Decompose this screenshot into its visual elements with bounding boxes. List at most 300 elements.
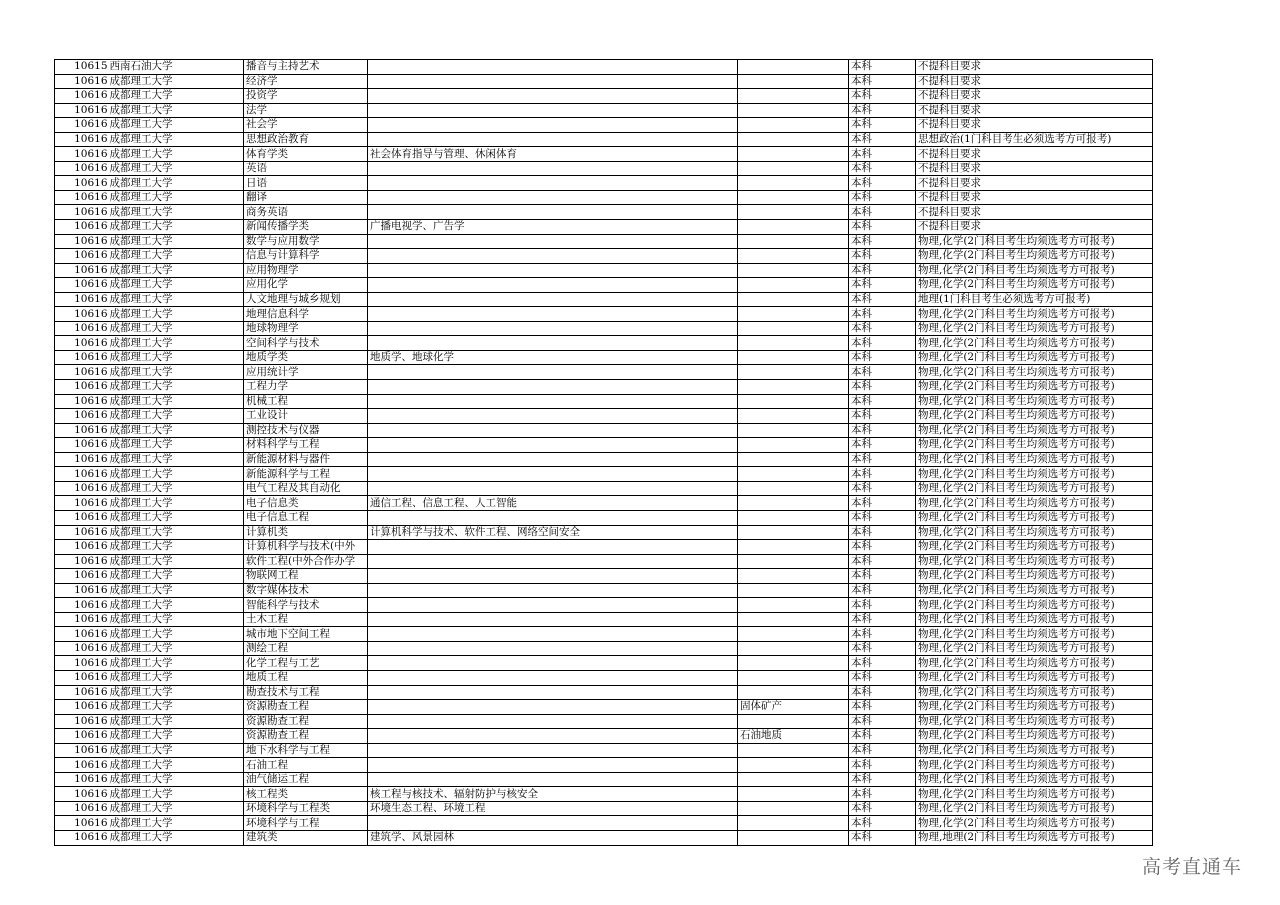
major-name-cell: 资源勘查工程 [244,700,368,715]
school-name-cell: 成都理工大学 [109,89,244,104]
table-row [55,438,1153,453]
included-majors-cell [368,729,738,744]
included-majors-cell [368,452,738,467]
included-majors-cell: 地质学、地球化学 [368,350,738,365]
level-cell: 本科 [849,670,916,685]
table-row [55,467,1153,482]
direction-cell [738,830,849,845]
direction-cell [738,598,849,613]
major-name-cell: 应用化学 [244,278,368,293]
school-code-cell: 10616 [55,641,109,656]
school-name-cell: 成都理工大学 [109,830,244,845]
subject-requirement-cell: 物理,化学(2门科目考生均须选考方可报考) [916,365,1153,380]
direction-cell [738,278,849,293]
included-majors-cell [368,714,738,729]
school-name-cell: 成都理工大学 [109,685,244,700]
included-majors-cell [368,481,738,496]
school-name-cell: 成都理工大学 [109,132,244,147]
major-name-cell: 电子信息类 [244,496,368,511]
table-row [55,190,1153,205]
school-name-cell: 成都理工大学 [109,365,244,380]
included-majors-cell [368,336,738,351]
included-majors-cell: 社会体育指导与管理、休闲体育 [368,147,738,162]
major-name-cell: 化学工程与工艺 [244,656,368,671]
major-name-cell: 工程力学 [244,380,368,395]
direction-cell [738,60,849,75]
school-code-cell: 10616 [55,729,109,744]
subject-requirement-cell: 物理,化学(2门科目考生均须选考方可报考) [916,307,1153,322]
level-cell: 本科 [849,394,916,409]
school-name-cell: 成都理工大学 [109,307,244,322]
included-majors-cell: 建筑学、风景园林 [368,830,738,845]
school-code-cell: 10616 [55,380,109,395]
table-row [55,729,1153,744]
major-name-cell: 新能源科学与工程 [244,467,368,482]
school-code-cell: 10616 [55,103,109,118]
level-cell: 本科 [849,452,916,467]
table-row [55,481,1153,496]
major-name-cell: 新能源材料与器件 [244,452,368,467]
level-cell: 本科 [849,743,916,758]
school-code-cell: 10616 [55,321,109,336]
level-cell: 本科 [849,700,916,715]
school-name-cell: 成都理工大学 [109,423,244,438]
school-code-cell: 10616 [55,772,109,787]
major-name-cell: 石油工程 [244,758,368,773]
subject-requirement-cell: 物理,化学(2门科目考生均须选考方可报考) [916,467,1153,482]
subject-requirement-cell: 物理,化学(2门科目考生均须选考方可报考) [916,627,1153,642]
school-name-cell: 成都理工大学 [109,176,244,191]
major-name-cell: 计算机科学与技术(中外 [244,540,368,555]
major-name-cell: 翻译 [244,190,368,205]
table-row [55,307,1153,322]
major-name-cell: 思想政治教育 [244,132,368,147]
subject-requirement-cell: 不提科目要求 [916,60,1153,75]
level-cell: 本科 [849,467,916,482]
included-majors-cell [368,438,738,453]
included-majors-cell [368,161,738,176]
subject-requirement-cell: 不提科目要求 [916,220,1153,235]
table-row [55,583,1153,598]
school-code-cell: 10616 [55,583,109,598]
school-code-cell: 10616 [55,220,109,235]
school-code-cell: 10616 [55,350,109,365]
major-name-cell: 土木工程 [244,612,368,627]
major-name-cell: 地球物理学 [244,321,368,336]
direction-cell [738,220,849,235]
subject-requirement-cell: 物理,化学(2门科目考生均须选考方可报考) [916,510,1153,525]
direction-cell [738,816,849,831]
level-cell: 本科 [849,438,916,453]
direction-cell [738,801,849,816]
table-row [55,118,1153,133]
direction-cell [738,103,849,118]
subject-requirement-cell: 物理,化学(2门科目考生均须选考方可报考) [916,234,1153,249]
direction-cell [738,612,849,627]
included-majors-cell [368,205,738,220]
table-row [55,714,1153,729]
subject-requirement-cell: 物理,地理(2门科目考生均须选考方可报考) [916,830,1153,845]
direction-cell [738,481,849,496]
included-majors-cell [368,816,738,831]
subject-requirement-cell: 不提科目要求 [916,190,1153,205]
subject-requirement-cell: 物理,化学(2门科目考生均须选考方可报考) [916,278,1153,293]
major-name-cell: 测绘工程 [244,641,368,656]
table-row [55,598,1153,613]
direction-cell [738,569,849,584]
table-row [55,685,1153,700]
major-name-cell: 工业设计 [244,409,368,424]
subject-requirement-cell: 物理,化学(2门科目考生均须选考方可报考) [916,525,1153,540]
direction-cell [738,205,849,220]
direction-cell [738,772,849,787]
level-cell: 本科 [849,481,916,496]
subject-requirement-cell: 物理,化学(2门科目考生均须选考方可报考) [916,787,1153,802]
school-code-cell: 10616 [55,801,109,816]
direction-cell [738,641,849,656]
subject-requirement-cell: 物理,化学(2门科目考生均须选考方可报考) [916,772,1153,787]
direction-cell [738,89,849,104]
table-row [55,540,1153,555]
table-row [55,656,1153,671]
school-code-cell: 10616 [55,598,109,613]
included-majors-cell: 广播电视学、广告学 [368,220,738,235]
major-name-cell: 电子信息工程 [244,510,368,525]
major-name-cell: 商务英语 [244,205,368,220]
level-cell: 本科 [849,729,916,744]
school-code-cell: 10616 [55,700,109,715]
major-name-cell: 法学 [244,103,368,118]
subject-requirement-cell: 物理,化学(2门科目考生均须选考方可报考) [916,743,1153,758]
direction-cell [738,409,849,424]
subject-requirement-cell: 物理,化学(2门科目考生均须选考方可报考) [916,700,1153,715]
level-cell: 本科 [849,380,916,395]
major-name-cell: 软件工程(中外合作办学 [244,554,368,569]
school-code-cell: 10616 [55,394,109,409]
school-code-cell: 10616 [55,89,109,104]
subject-requirement-cell: 物理,化学(2门科目考生均须选考方可报考) [916,758,1153,773]
level-cell: 本科 [849,147,916,162]
school-name-cell: 成都理工大学 [109,612,244,627]
school-name-cell: 成都理工大学 [109,118,244,133]
subject-requirement-cell: 物理,化学(2门科目考生均须选考方可报考) [916,729,1153,744]
school-name-cell: 成都理工大学 [109,670,244,685]
table-row [55,147,1153,162]
level-cell: 本科 [849,554,916,569]
school-name-cell: 成都理工大学 [109,729,244,744]
level-cell: 本科 [849,525,916,540]
school-code-cell: 10616 [55,787,109,802]
direction-cell [738,307,849,322]
included-majors-cell [368,103,738,118]
school-code-cell: 10616 [55,176,109,191]
direction-cell [738,714,849,729]
level-cell: 本科 [849,249,916,264]
included-majors-cell [368,423,738,438]
major-name-cell: 地质学类 [244,350,368,365]
subject-requirement-cell: 物理,化学(2门科目考生均须选考方可报考) [916,423,1153,438]
direction-cell [738,467,849,482]
direction-cell [738,234,849,249]
included-majors-cell [368,583,738,598]
school-name-cell: 成都理工大学 [109,249,244,264]
level-cell: 本科 [849,423,916,438]
school-code-cell: 10616 [55,452,109,467]
school-code-cell: 10616 [55,612,109,627]
direction-cell [738,423,849,438]
level-cell: 本科 [849,540,916,555]
level-cell: 本科 [849,612,916,627]
direction-cell [738,132,849,147]
direction-cell [738,147,849,162]
level-cell: 本科 [849,118,916,133]
level-cell: 本科 [849,220,916,235]
school-name-cell: 成都理工大学 [109,700,244,715]
school-code-cell: 10616 [55,656,109,671]
school-code-cell: 10616 [55,307,109,322]
school-code-cell: 10616 [55,540,109,555]
major-name-cell: 体育学类 [244,147,368,162]
major-name-cell: 电气工程及其自动化 [244,481,368,496]
included-majors-cell [368,118,738,133]
level-cell: 本科 [849,292,916,307]
direction-cell [738,336,849,351]
level-cell: 本科 [849,714,916,729]
level-cell: 本科 [849,176,916,191]
table-row [55,700,1153,715]
school-name-cell: 成都理工大学 [109,190,244,205]
school-code-cell: 10616 [55,205,109,220]
included-majors-cell [368,365,738,380]
subject-requirement-cell: 物理,化学(2门科目考生均须选考方可报考) [916,481,1153,496]
table-row [55,205,1153,220]
table-row [55,554,1153,569]
school-name-cell: 成都理工大学 [109,714,244,729]
subject-requirement-cell: 不提科目要求 [916,74,1153,89]
school-code-cell: 10616 [55,816,109,831]
table-row [55,423,1153,438]
school-name-cell: 成都理工大学 [109,787,244,802]
major-name-cell: 日语 [244,176,368,191]
major-name-cell: 空间科学与技术 [244,336,368,351]
level-cell: 本科 [849,510,916,525]
table-row [55,60,1153,75]
school-code-cell: 10616 [55,554,109,569]
school-name-cell: 成都理工大学 [109,292,244,307]
level-cell: 本科 [849,685,916,700]
table-row [55,176,1153,191]
subject-requirement-cell: 物理,化学(2门科目考生均须选考方可报考) [916,714,1153,729]
table-body [55,60,1153,846]
school-code-cell: 10616 [55,234,109,249]
direction-cell [738,263,849,278]
school-code-cell: 10616 [55,685,109,700]
table-row [55,743,1153,758]
major-name-cell: 地下水科学与工程 [244,743,368,758]
school-name-cell: 成都理工大学 [109,161,244,176]
major-name-cell: 测控技术与仪器 [244,423,368,438]
school-code-cell: 10616 [55,481,109,496]
table-row [55,569,1153,584]
included-majors-cell [368,263,738,278]
school-name-cell: 成都理工大学 [109,540,244,555]
included-majors-cell [368,60,738,75]
major-name-cell: 经济学 [244,74,368,89]
subject-requirement-cell: 物理,化学(2门科目考生均须选考方可报考) [916,583,1153,598]
included-majors-cell [368,394,738,409]
school-name-cell: 成都理工大学 [109,380,244,395]
subject-requirement-cell: 物理,化学(2门科目考生均须选考方可报考) [916,350,1153,365]
major-name-cell: 环境科学与工程 [244,816,368,831]
major-name-cell: 地质工程 [244,670,368,685]
direction-cell [738,321,849,336]
table-row [55,350,1153,365]
subject-requirement-cell: 物理,化学(2门科目考生均须选考方可报考) [916,321,1153,336]
table-row [55,161,1153,176]
subject-requirement-cell: 物理,化学(2门科目考生均须选考方可报考) [916,263,1153,278]
subject-requirement-cell: 物理,化学(2门科目考生均须选考方可报考) [916,452,1153,467]
subject-requirement-cell: 物理,化学(2门科目考生均须选考方可报考) [916,670,1153,685]
subject-requirement-cell: 物理,化学(2门科目考生均须选考方可报考) [916,496,1153,511]
subject-requirement-cell: 物理,化学(2门科目考生均须选考方可报考) [916,816,1153,831]
subject-requirement-cell: 物理,化学(2门科目考生均须选考方可报考) [916,554,1153,569]
major-name-cell: 物联网工程 [244,569,368,584]
included-majors-cell [368,307,738,322]
direction-cell [738,758,849,773]
level-cell: 本科 [849,496,916,511]
school-code-cell: 10616 [55,510,109,525]
major-name-cell: 核工程类 [244,787,368,802]
school-name-cell: 成都理工大学 [109,409,244,424]
school-code-cell: 10616 [55,569,109,584]
included-majors-cell [368,569,738,584]
direction-cell [738,656,849,671]
major-name-cell: 勘查技术与工程 [244,685,368,700]
major-name-cell: 建筑类 [244,830,368,845]
included-majors-cell [368,700,738,715]
level-cell: 本科 [849,772,916,787]
school-code-cell: 10616 [55,365,109,380]
school-code-cell: 10616 [55,336,109,351]
included-majors-cell [368,743,738,758]
level-cell: 本科 [849,409,916,424]
school-code-cell: 10616 [55,758,109,773]
watermark-logo-text: 高考直通车 [1142,856,1243,878]
school-code-cell: 10616 [55,670,109,685]
direction-cell [738,161,849,176]
included-majors-cell [368,234,738,249]
major-name-cell: 材料科学与工程 [244,438,368,453]
table-row [55,74,1153,89]
level-cell: 本科 [849,89,916,104]
level-cell: 本科 [849,627,916,642]
table-row [55,380,1153,395]
direction-cell [738,685,849,700]
level-cell: 本科 [849,74,916,89]
table-row [55,336,1153,351]
major-name-cell: 地理信息科学 [244,307,368,322]
table-row [55,278,1153,293]
school-name-cell: 成都理工大学 [109,394,244,409]
direction-cell [738,554,849,569]
school-name-cell: 成都理工大学 [109,656,244,671]
school-name-cell: 成都理工大学 [109,743,244,758]
direction-cell [738,380,849,395]
table-row [55,292,1153,307]
school-name-cell: 西南石油大学 [109,60,244,75]
level-cell: 本科 [849,350,916,365]
school-name-cell: 成都理工大学 [109,452,244,467]
school-name-cell: 成都理工大学 [109,772,244,787]
table-row [55,670,1153,685]
level-cell: 本科 [849,641,916,656]
major-name-cell: 数学与应用数学 [244,234,368,249]
school-code-cell: 10616 [55,249,109,264]
level-cell: 本科 [849,816,916,831]
included-majors-cell [368,321,738,336]
school-code-cell: 10616 [55,409,109,424]
school-code-cell: 10616 [55,292,109,307]
level-cell: 本科 [849,161,916,176]
level-cell: 本科 [849,336,916,351]
direction-cell [738,438,849,453]
subject-requirement-cell: 物理,化学(2门科目考生均须选考方可报考) [916,801,1153,816]
direction-cell [738,670,849,685]
major-name-cell: 机械工程 [244,394,368,409]
level-cell: 本科 [849,60,916,75]
major-name-cell: 智能科学与技术 [244,598,368,613]
school-code-cell: 10616 [55,190,109,205]
direction-cell [738,583,849,598]
level-cell: 本科 [849,321,916,336]
included-majors-cell [368,554,738,569]
table-row [55,496,1153,511]
school-name-cell: 成都理工大学 [109,336,244,351]
table-row [55,249,1153,264]
table-row [55,365,1153,380]
school-name-cell: 成都理工大学 [109,481,244,496]
included-majors-cell [368,685,738,700]
subject-requirement-cell: 物理,化学(2门科目考生均须选考方可报考) [916,380,1153,395]
included-majors-cell [368,89,738,104]
included-majors-cell [368,758,738,773]
school-name-cell: 成都理工大学 [109,263,244,278]
direction-cell [738,510,849,525]
major-name-cell: 信息与计算科学 [244,249,368,264]
subject-requirement-cell: 物理,化学(2门科目考生均须选考方可报考) [916,641,1153,656]
direction-cell [738,118,849,133]
school-name-cell: 成都理工大学 [109,510,244,525]
table-row [55,321,1153,336]
included-majors-cell [368,292,738,307]
subject-requirement-cell: 不提科目要求 [916,161,1153,176]
school-code-cell: 10616 [55,438,109,453]
school-code-cell: 10616 [55,161,109,176]
school-code-cell: 10616 [55,496,109,511]
school-name-cell: 成都理工大学 [109,74,244,89]
subject-requirement-cell: 物理,化学(2门科目考生均须选考方可报考) [916,598,1153,613]
subject-requirement-cell: 不提科目要求 [916,176,1153,191]
table-row [55,525,1153,540]
included-majors-cell: 环境生态工程、环境工程 [368,801,738,816]
table-row [55,103,1153,118]
school-code-cell: 10616 [55,423,109,438]
table-row [55,641,1153,656]
level-cell: 本科 [849,758,916,773]
direction-cell [738,496,849,511]
table-row [55,627,1153,642]
major-name-cell: 资源勘查工程 [244,729,368,744]
